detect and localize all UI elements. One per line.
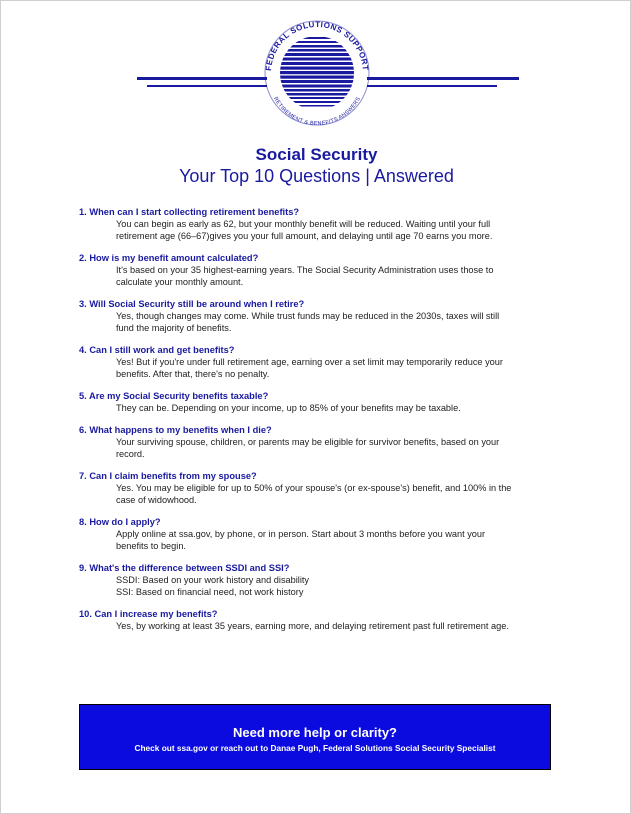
qa-item: [79, 424, 559, 460]
answer-line: Your surviving spouse, children, or parents may be eligible for survivor benefits, based on your: [116, 437, 500, 447]
logo-ring-text-bottom: RETIREMENT & BENEFITS ANSWERS: [272, 96, 362, 128]
question: 10. Can I increase my benefits?: [79, 609, 218, 619]
question: 6. What happens to my benefits when I die?: [79, 425, 272, 435]
rule-line-right: [367, 77, 519, 80]
qa-list: [79, 206, 559, 642]
cta-title: Need more help or clarity?: [233, 725, 397, 740]
rule-line-left: [137, 77, 267, 80]
answer-line: Yes! But if you're under full retirement age, earning over a set limit may temporarily reduce your: [116, 357, 503, 367]
question: 9. What's the difference between SSDI and SSI?: [79, 563, 290, 573]
cta-banner: [79, 704, 551, 770]
answer: [116, 436, 559, 460]
answer-line: calculate your monthly amount.: [116, 277, 244, 287]
globe-icon: [271, 35, 363, 111]
question: 3. Will Social Security still be around when I retire?: [79, 299, 305, 309]
qa-item: [79, 562, 559, 598]
answer: [116, 528, 559, 552]
answer-line: retirement age (66–67)gives you your full amount, and delaying until age 70 earns you more.: [116, 231, 493, 241]
page-title: Social Security: [255, 145, 378, 164]
answer-line: case of widowhood.: [116, 495, 197, 505]
answer-line: Apply online at ssa.gov, by phone, or in person. Start about 3 months before you want your: [116, 529, 486, 539]
question: 7. Can I claim benefits from my spouse?: [79, 471, 257, 481]
question: 1. When can I start collecting retirement benefits?: [79, 207, 300, 217]
answer-line: It's based on your 35 highest-earning years. The Social Security Administration uses those to: [116, 265, 494, 275]
answer: [116, 402, 559, 414]
qa-item: [79, 390, 559, 414]
answer-line: Yes. You may be eligible for up to 50% of your spouse's (or ex-spouse's) benefit, and 100% in the: [116, 483, 512, 493]
logo-ring-text-top: FEDERAL SOLUTIONS SUPPORT: [264, 19, 370, 72]
qa-item: [79, 470, 559, 506]
cta-text: Check out ssa.gov or reach out to Danae Pugh, Federal Solutions Social Security Specialist: [134, 743, 496, 753]
page-subtitle: Your Top 10 Questions | Answered: [179, 166, 454, 186]
qa-item: [79, 516, 559, 552]
answer: [116, 218, 559, 242]
question: 5. Are my Social Security benefits taxable?: [79, 391, 269, 401]
answer: [116, 264, 559, 288]
qa-item: [79, 298, 559, 334]
qa-item: [79, 206, 559, 242]
qa-item: [79, 252, 559, 288]
answer-line: SSI: Based on financial need, not work history: [116, 587, 304, 597]
rule-line-right-2: [367, 85, 497, 87]
answer-line: They can be. Depending on your income, up to 85% of your benefits may be taxable.: [116, 403, 461, 413]
answer: [116, 310, 559, 334]
qa-item: [79, 344, 559, 380]
answer: [116, 482, 559, 506]
answer-line: Yes, by working at least 35 years, earning more, and delaying retirement past full retirement age.: [116, 621, 509, 631]
answer-line: You can begin as early as 62, but your monthly benefit will be reduced. Waiting until your full: [116, 219, 491, 229]
header-logo: [1, 1, 631, 136]
qa-item: [79, 608, 559, 632]
question: 2. How is my benefit amount calculated?: [79, 253, 259, 263]
rule-line-left-2: [147, 85, 267, 87]
answer-line: SSDI: Based on your work history and disability: [116, 575, 310, 585]
answer-line: benefits. After that, there's no penalty.: [116, 369, 270, 379]
question: 8. How do I apply?: [79, 517, 161, 527]
answer-line: Yes, though changes may come. While trust funds may be reduced in the 2030s, taxes will still: [116, 311, 500, 321]
question: 4. Can I still work and get benefits?: [79, 345, 235, 355]
answer: [116, 620, 559, 632]
logo-graphic: [1, 1, 631, 136]
answer-line: benefits to begin.: [116, 541, 186, 551]
answer: [116, 356, 559, 380]
answer: [116, 574, 559, 598]
answer-line: fund the majority of benefits.: [116, 323, 232, 333]
answer-line: record.: [116, 449, 145, 459]
